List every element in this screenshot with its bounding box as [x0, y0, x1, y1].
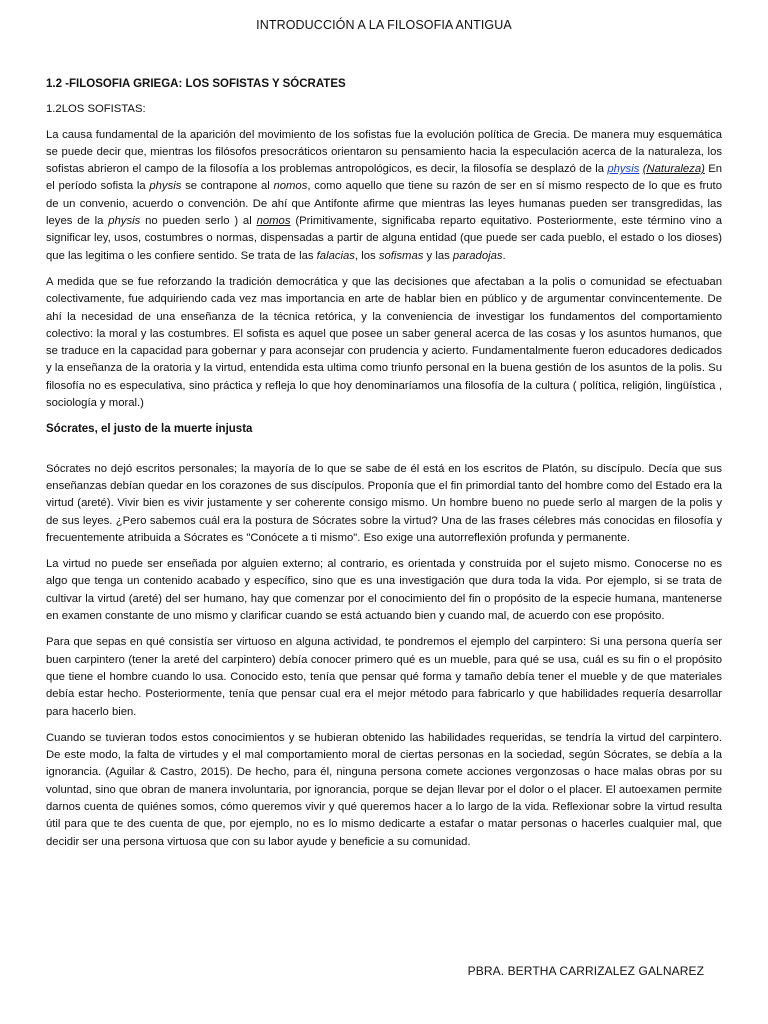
section-heading-socrates: Sócrates, el justo de la muerte injusta [46, 423, 253, 436]
term-paradojas: paradojas [452, 249, 503, 262]
paragraph-3: Sócrates no dejó escritos personales; la mayoría de lo que se sabe de él está en los escritos de Platón, su discípulo. Decía que sus enseñanzas debían quedar en los corazones de sus discípulos. Proponía que el fin primordial tanto del hombre como del Estado era la virtud (areté). Vivir bien es vivir justamente y ser coherente consigo mismo. Un hombre bueno no puede serlo al margen de la polis y de sus leyes. ¿Pero sabemos cuál era la postura de Sócrates sobre la virtud? Una de las frases célebres más conocidas en filosofía y frecuentemente atribuida a Sócrates es "Conócete a ti mismo". Eso exige una autorreflexión profunda y permanente. [46, 462, 722, 544]
paragraph-1-text-c: se contrapone al [181, 180, 274, 193]
paragraph-2: A medida que se fue reforzando la tradición democrática y que las decisiones que afectaban a la polis o comunidad se efectuaban colectivamente, fue adquiriendo cada vez mas importancia en arte de hablar bien en público y de argumentar convincentemente. De ahí la necesidad de una enseñanza de la técnica retórica, y la conveniencia de investigar los fundamentos del comportamiento colectivo: la moral y las costumbres. El sofista es aquel que posee un saber general acerca de las cosas y los asuntos humanos, que se traduce en la capacidad para gobernar y para aconsejar con prudencia y acierto. Fundamentalmente fueron educadores dedicados y la enseñanza de la oratoria y la virtud, entendida esta ultima como triunfo personal en la buena gestión de los asuntos de la polis. Su filosofía no es especulativa, sino práctica y refleja lo que hoy denominaríamos una filosofía de la cultura ( política, religión, lingüística , sociología y moral.) [46, 275, 722, 410]
physis-link[interactable]: physis [607, 163, 640, 176]
document-title: INTRODUCCIÓN A LA FILOSOFIA ANTIGUA [256, 18, 512, 32]
paragraph-1-text-i: . [502, 249, 506, 262]
paragraph-1-text-b: En el período sofista la [46, 163, 723, 193]
section-heading-sofistas-socrates: 1.2 -FILOSOFIA GRIEGA: LOS SOFISTAS Y SÓCRATES [46, 78, 346, 90]
paragraph-1-text-d: , como aquello que tiene su razón de ser en sí mismo respecto de lo que es fruto de un convenio, acuerdo o convención. De ahí que Antifonte afirme que mientras las leyes humanas pueden ser transgredidas, las leyes de la [46, 180, 722, 228]
document-body [46, 76, 722, 860]
paragraph-1-text-e: no pueden serlo ) al [140, 215, 257, 228]
term-nomos-underlined: nomos [256, 215, 291, 228]
paragraph-1-text-h: y las [423, 249, 453, 262]
term-falacias: falacias [316, 249, 355, 262]
paragraph-6: Cuando se tuvieran todos estos conocimientos y se hubieran obtenido las habilidades requeridas, se tendría la virtud del carpintero. De este modo, la falta de virtudes y el mal comportamiento moral de ciertas personas en la sociedad, según Sócrates, se debía a la ignorancia. (Aguilar & Castro, 2015). De hecho, para él, ninguna persona comete acciones vergonzosas o hace malas obras por su voluntad, sino que obran de manera involuntaria, por ignorancia, porque se dejan llevar por el dolor o el placer. El autoexamen permite darnos cuenta de quiénes somos, cómo queremos vivir y qué queremos hacer a lo largo de la vida. Reflexionar sobre la virtud resulta útil para que te des cuenta de que, por ejemplo, no es lo mismo dedicarte a estafar o matar personas o hacerles cualquier mal, que decidir ser una persona virtuosa que con su labor ayude y beneficie a su comunidad. [46, 731, 722, 848]
paragraph-1-text-f: (Primitivamente, significaba reparto equitativo. Posteriormente, este término vino a significar ley, usos, costumbres o normas, dispensadas a partir de alguna entidad (que puede ser cada pueblo, el estado o los dioses) que las legitima o les confiere sentido. Se trata de las [46, 215, 723, 262]
paragraph-1-text-a: La causa fundamental de la aparición del movimiento de los sofistas fue la evolución política de Grecia. De manera muy esquemática se puede decir que, mientras los filósofos presocráticos orientaron su pensamiento hacia la especulación acerca de la naturaleza, los sofistas abrieron el campo de la filosofía a los problemas antropológicos, es decir, la filosofía se desplazó de la [46, 128, 722, 176]
term-nomos: nomos [273, 180, 308, 193]
term-physis-2: physis [108, 215, 141, 228]
naturaleza-underlined: (Naturaleza) [642, 163, 705, 176]
paragraph-1-text-g: , los [354, 249, 379, 262]
subsection-heading-sofistas: 1.2LOS SOFISTAS: [46, 103, 146, 116]
term-physis: physis [149, 180, 182, 193]
author-signature: PBRA. BERTHA CARRIZALEZ GALNAREZ [467, 964, 704, 978]
term-sofismas: sofismas [378, 249, 424, 262]
paragraph-1 [46, 127, 722, 265]
paragraph-5: Para que sepas en qué consistía ser virtuoso en alguna actividad, te pondremos el ejemplo del carpintero: Si una persona quería ser buen carpintero (tener la areté del carpintero) debía conocer primero qué es un mueble, para qué se usa, cuál es su fin o el propósito que tiene el hombre cuando lo usa. Conocido esto, tenía que pensar qué forma y tamaño debía tener el mueble y de que materiales debía estar hecho. Posteriormente, tenía que pensar cual era el mejor método para fabricarlo y que habilidades requería desarrollar para hacerlo bien. [46, 636, 722, 718]
paragraph-4: La virtud no puede ser enseñada por alguien externo; al contrario, es orientada y construida por el sujeto mismo. Conocerse no es algo que tenga un contenido acabado y específico, sino que es una investigación que dura toda la vida. Por ejemplo, si se trata de cultivar la virtud (areté) del ser humano, hay que comenzar por el conocimiento del fin o propósito de la especie humana, mantenerse en examen constante de uno mismo y clarificar cuando se está actuando bien y cuando mal, de acuerdo con ese propósito. [46, 558, 722, 623]
